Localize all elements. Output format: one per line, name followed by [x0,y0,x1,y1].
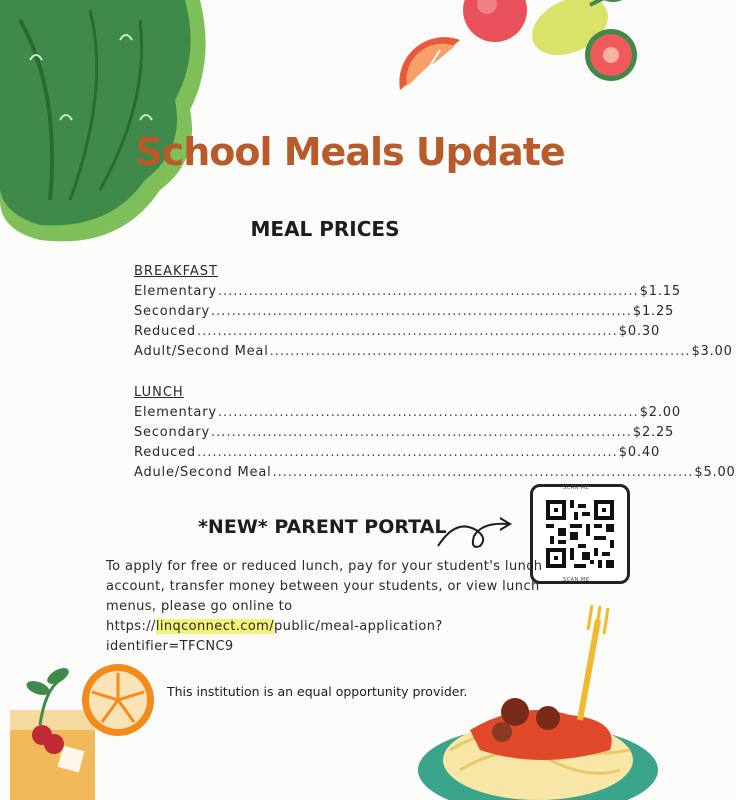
portal-instructions: To apply for free or reduced lunch, pay for your student's lunch account, transfer money between your students, or view lunch menus, please go online to https://linqconnect.com/public/meal-application?identifier=TFCNC9 [106,559,543,654]
meal-prices-heading: MEAL PRICES [250,217,400,241]
fruits-illustration [395,0,655,105]
arrow-icon [436,512,516,552]
spaghetti-illustration [420,600,655,800]
lunch-row-secondary: Secondary .................................................................................. $2.25 [134,425,675,440]
lettuce-illustration [0,0,215,250]
page-title: School Meals Update [135,130,565,174]
breakfast-row-reduced: Reduced .................................................................................. $0.30 [134,324,661,339]
linqconnect-link[interactable]: linqconnect.com/ [155,619,275,634]
breakfast-row-elementary: Elementary .................................................................................. $1.15 [134,284,681,299]
breakfast-row-adult: Adult/Second Meal .................................................................................. $3.00 [134,344,733,359]
qr-code[interactable]: SCAN ME SCAN ME [530,484,630,584]
lunch-row-elementary: Elementary .................................................................................. $2.00 [134,405,681,420]
equal-opportunity-statement: This institution is an equal opportunity provider. [167,684,468,699]
lunch-row-adult: Adule/Second Meal .................................................................................. $5.00 [134,465,736,480]
lunch-row-reduced: Reduced .................................................................................. $0.40 [134,445,661,460]
breakfast-row-secondary: Secondary .................................................................................. $1.25 [134,304,675,319]
breakfast-heading: BREAKFAST [134,264,218,279]
qr-code-pattern [546,500,614,568]
parent-portal-heading: *NEW* PARENT PORTAL [198,516,447,538]
drink-illustration [0,660,165,800]
lunch-heading: LUNCH [134,385,184,400]
